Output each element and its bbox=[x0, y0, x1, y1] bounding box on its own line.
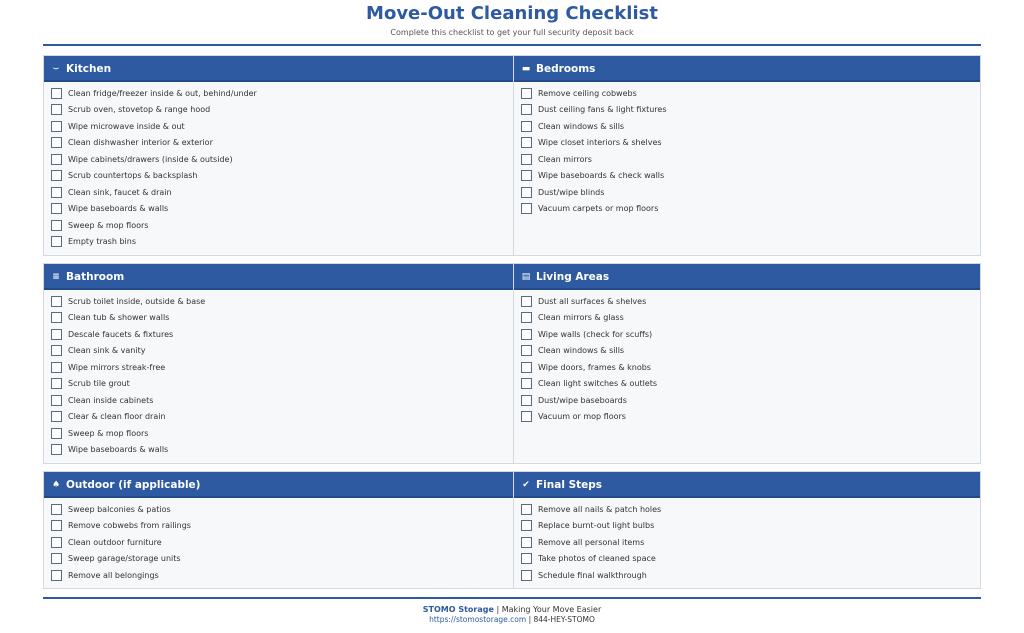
checklist-item-label: Scrub oven, stovetop & range hood bbox=[68, 105, 211, 115]
checklist-item-label: Empty trash bins bbox=[68, 237, 136, 247]
checklist-item bbox=[51, 425, 205, 442]
checklist-item-label: Clean sink & vanity bbox=[68, 346, 146, 356]
checkbox[interactable] bbox=[521, 553, 532, 564]
checkbox[interactable] bbox=[521, 137, 532, 148]
checkbox[interactable] bbox=[51, 170, 62, 181]
page-subtitle: Complete this checklist to get your full security deposit back bbox=[390, 28, 634, 37]
checklist-item bbox=[521, 409, 657, 426]
checklist-item-label: Remove cobwebs from railings bbox=[68, 521, 191, 531]
checklist-item-label: Remove all belongings bbox=[68, 570, 159, 580]
bedrooms-checklist bbox=[521, 85, 667, 217]
checklist-item bbox=[521, 102, 667, 119]
checklist-item bbox=[51, 359, 205, 376]
checklist-item bbox=[51, 551, 191, 568]
checklist-item-label: Take photos of cleaned space bbox=[538, 554, 656, 564]
checklist-item bbox=[51, 534, 191, 551]
section-row-3 bbox=[43, 471, 981, 589]
checkbox[interactable] bbox=[51, 154, 62, 165]
bed-icon: ▬ bbox=[521, 64, 531, 74]
checkbox[interactable] bbox=[51, 570, 62, 581]
checklist-item bbox=[521, 85, 667, 102]
checkbox[interactable] bbox=[51, 537, 62, 548]
bedrooms-section bbox=[513, 56, 981, 255]
checklist-item bbox=[521, 118, 667, 135]
checkbox[interactable] bbox=[521, 570, 532, 581]
checkbox[interactable] bbox=[521, 504, 532, 515]
sink-icon: ⌣ bbox=[53, 64, 59, 74]
checklist-item bbox=[521, 326, 657, 343]
checkbox[interactable] bbox=[51, 504, 62, 515]
checklist-item-label: Clear & clean floor drain bbox=[68, 412, 166, 422]
checklist-item bbox=[51, 217, 257, 234]
checklist-item bbox=[51, 409, 205, 426]
checklist-item-label: Scrub tile grout bbox=[68, 379, 130, 389]
checkbox[interactable] bbox=[51, 121, 62, 132]
checklist-item bbox=[521, 184, 667, 201]
checklist-item bbox=[51, 293, 205, 310]
checklist-item bbox=[51, 376, 205, 393]
final-steps-section bbox=[513, 472, 981, 588]
checklist-item bbox=[521, 151, 667, 168]
checklist-item-label: Clean inside cabinets bbox=[68, 395, 154, 405]
tree-icon: ♠ bbox=[51, 480, 61, 490]
checkbox[interactable] bbox=[521, 329, 532, 340]
living-areas-checklist bbox=[521, 293, 657, 425]
bathroom-header bbox=[44, 264, 512, 290]
outdoor-header bbox=[44, 472, 512, 498]
checkbox[interactable] bbox=[521, 203, 532, 214]
checkbox[interactable] bbox=[51, 378, 62, 389]
checklist-item-label: Descale faucets & fixtures bbox=[68, 329, 174, 339]
checklist-item-label: Wipe closet interiors & shelves bbox=[538, 138, 662, 148]
kitchen-header bbox=[44, 56, 512, 82]
checklist-item bbox=[521, 518, 661, 535]
checklist-item-label: Sweep & mop floors bbox=[68, 428, 149, 438]
final-steps-checklist bbox=[521, 501, 661, 584]
checkmark-icon: ✔ bbox=[522, 480, 530, 490]
checklist-item bbox=[51, 501, 191, 518]
checkbox[interactable] bbox=[51, 220, 62, 231]
checkbox[interactable] bbox=[51, 312, 62, 323]
checklist-item bbox=[521, 567, 661, 584]
checklist-item-label: Vacuum or mop floors bbox=[538, 412, 626, 422]
living-areas-header bbox=[514, 264, 981, 290]
checklist-item-label: Wipe microwave inside & out bbox=[68, 121, 185, 131]
section-title: Living Areas bbox=[536, 271, 610, 283]
checkbox[interactable] bbox=[521, 362, 532, 373]
checklist-item bbox=[521, 310, 657, 327]
checkbox[interactable] bbox=[521, 154, 532, 165]
checklist-item bbox=[51, 168, 257, 185]
footer-brand: STOMO Storage bbox=[422, 605, 494, 614]
checkbox[interactable] bbox=[51, 411, 62, 422]
bathroom-section bbox=[44, 264, 512, 463]
checklist-item bbox=[51, 442, 205, 459]
checklist-item-label: Clean windows & sills bbox=[538, 346, 625, 356]
checkbox[interactable] bbox=[521, 187, 532, 198]
kitchen-section bbox=[44, 56, 512, 255]
checklist-item bbox=[51, 392, 205, 409]
checkbox[interactable] bbox=[521, 88, 532, 99]
checklist-item-label: Dust/wipe baseboards bbox=[538, 395, 627, 405]
checkbox[interactable] bbox=[521, 296, 532, 307]
checklist-item bbox=[521, 534, 661, 551]
checklist-item bbox=[51, 343, 205, 360]
checklist-item bbox=[51, 310, 205, 327]
bedrooms-header bbox=[514, 56, 981, 82]
checkbox[interactable] bbox=[521, 411, 532, 422]
outdoor-section bbox=[44, 472, 512, 588]
checkbox[interactable] bbox=[51, 137, 62, 148]
living-areas-section bbox=[513, 264, 981, 463]
checklist-item bbox=[51, 85, 257, 102]
checklist-item-label: Dust/wipe blinds bbox=[538, 187, 605, 197]
checkbox[interactable] bbox=[521, 104, 532, 115]
checklist-item bbox=[51, 102, 257, 119]
checklist-item-label: Clean dishwasher interior & exterior bbox=[68, 138, 213, 148]
checklist-item-label: Replace burnt-out light bulbs bbox=[538, 521, 655, 531]
checklist-item-label: Dust all surfaces & shelves bbox=[538, 296, 647, 306]
checklist-item-label: Wipe doors, frames & knobs bbox=[538, 362, 651, 372]
checklist-item bbox=[51, 151, 257, 168]
checklist-item-label: Scrub countertops & backsplash bbox=[68, 171, 198, 181]
checklist-item-label: Clean mirrors bbox=[538, 154, 592, 164]
checkbox[interactable] bbox=[51, 187, 62, 198]
checklist-item bbox=[51, 118, 257, 135]
checkbox[interactable] bbox=[521, 345, 532, 356]
checklist-item-label: Scrub toilet inside, outside & base bbox=[68, 296, 206, 306]
checklist-item-label: Dust ceiling fans & light fixtures bbox=[538, 105, 667, 115]
footer-tagline: | Making Your Move Easier bbox=[493, 605, 602, 614]
checkbox[interactable] bbox=[51, 444, 62, 455]
section-title: Final Steps bbox=[536, 479, 603, 491]
section-row-1 bbox=[43, 55, 981, 256]
checkbox[interactable] bbox=[51, 236, 62, 247]
checklist-item-label: Clean fridge/freezer inside & out, behind/under bbox=[68, 88, 257, 98]
footer-contact bbox=[0, 615, 1024, 624]
section-row-2 bbox=[43, 263, 981, 464]
checklist-item bbox=[521, 201, 667, 218]
checklist-item bbox=[521, 135, 667, 152]
checkbox[interactable] bbox=[51, 296, 62, 307]
checklist-item-label: Remove all personal items bbox=[538, 537, 645, 547]
checklist-item bbox=[51, 135, 257, 152]
checklist-item-label: Wipe walls (check for scuffs) bbox=[538, 329, 653, 339]
checkbox[interactable] bbox=[51, 329, 62, 340]
checklist-item bbox=[51, 234, 257, 251]
bottom-divider bbox=[43, 597, 981, 599]
checklist-item-label: Clean tub & shower walls bbox=[68, 313, 170, 323]
checklist-item-label: Schedule final walkthrough bbox=[538, 570, 647, 580]
checkbox[interactable] bbox=[51, 428, 62, 439]
checkbox[interactable] bbox=[51, 362, 62, 373]
section-title: Bathroom bbox=[66, 271, 125, 283]
checkbox[interactable] bbox=[521, 520, 532, 531]
checkbox[interactable] bbox=[521, 395, 532, 406]
checklist-item bbox=[521, 501, 661, 518]
checklist-item-label: Sweep & mop floors bbox=[68, 220, 149, 230]
checklist-item-label: Wipe cabinets/drawers (inside & outside) bbox=[68, 154, 233, 164]
checkbox[interactable] bbox=[521, 312, 532, 323]
checklist-item-label: Wipe mirrors streak-free bbox=[68, 362, 166, 372]
outdoor-checklist bbox=[51, 501, 191, 584]
checklist-item-label: Clean mirrors & glass bbox=[538, 313, 624, 323]
checklist-item bbox=[51, 201, 257, 218]
checklist-item bbox=[521, 376, 657, 393]
bathroom-checklist bbox=[51, 293, 205, 458]
checklist-item-label: Sweep garage/storage units bbox=[68, 554, 181, 564]
checklist-item-label: Clean windows & sills bbox=[538, 121, 625, 131]
checklist-item bbox=[521, 343, 657, 360]
checkbox[interactable] bbox=[521, 170, 532, 181]
sofa-icon: ▤ bbox=[521, 272, 531, 282]
checkbox[interactable] bbox=[51, 104, 62, 115]
checkbox[interactable] bbox=[521, 537, 532, 548]
checklist-item-label: Clean light switches & outlets bbox=[538, 379, 658, 389]
checkbox[interactable] bbox=[51, 345, 62, 356]
checkbox[interactable] bbox=[51, 203, 62, 214]
top-divider bbox=[43, 44, 981, 46]
checkbox[interactable] bbox=[51, 553, 62, 564]
checklist-item-label: Wipe baseboards & check walls bbox=[538, 171, 665, 181]
checklist-item-label: Wipe baseboards & walls bbox=[68, 445, 169, 455]
section-title: Bedrooms bbox=[536, 63, 596, 75]
final-steps-header bbox=[514, 472, 981, 498]
toilet-icon: ≡ bbox=[52, 272, 60, 282]
checklist-item bbox=[51, 184, 257, 201]
checklist-item-label: Sweep balconies & patios bbox=[68, 504, 171, 514]
checklist-item-label: Clean outdoor furniture bbox=[68, 537, 162, 547]
checklist-item-label: Remove all nails & patch holes bbox=[538, 504, 662, 514]
checklist-item-label: Remove ceiling cobwebs bbox=[538, 88, 637, 98]
section-title: Outdoor (if applicable) bbox=[66, 479, 201, 491]
checkbox[interactable] bbox=[521, 121, 532, 132]
checklist-item bbox=[521, 359, 657, 376]
checklist-item-label: Vacuum carpets or mop floors bbox=[538, 204, 659, 214]
checklist-item bbox=[521, 551, 661, 568]
footer-url[interactable]: https://stomostorage.com bbox=[429, 615, 527, 624]
page-title: Move-Out Cleaning Checklist bbox=[366, 3, 658, 24]
footer-line bbox=[0, 605, 1024, 614]
section-title: Kitchen bbox=[66, 63, 112, 75]
checklist-item bbox=[51, 326, 205, 343]
checklist-item-label: Clean sink, faucet & drain bbox=[68, 187, 172, 197]
checklist-item bbox=[521, 168, 667, 185]
checkbox[interactable] bbox=[51, 88, 62, 99]
checklist-item bbox=[521, 392, 657, 409]
checklist-item bbox=[521, 293, 657, 310]
kitchen-checklist bbox=[51, 85, 257, 250]
checkbox[interactable] bbox=[51, 395, 62, 406]
checkbox[interactable] bbox=[521, 378, 532, 389]
checklist-item-label: Wipe baseboards & walls bbox=[68, 204, 169, 214]
checkbox[interactable] bbox=[51, 520, 62, 531]
checklist-item bbox=[51, 518, 191, 535]
footer-phone: | 844-HEY-STOMO bbox=[526, 615, 595, 624]
checklist-item bbox=[51, 567, 191, 584]
